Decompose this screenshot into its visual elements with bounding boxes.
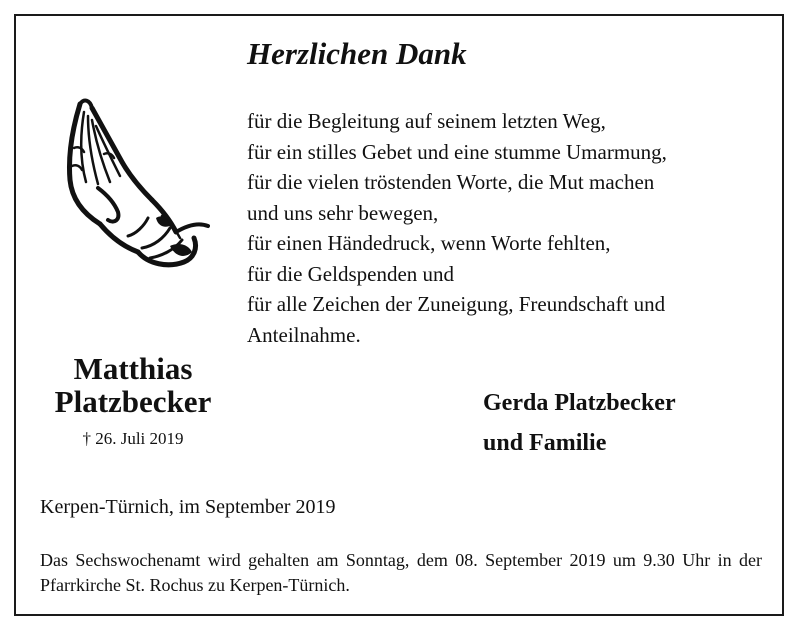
family-signature (483, 383, 676, 463)
thanks-line: für die Begleitung auf seinem letzten Weg, (247, 109, 606, 133)
deceased-first-name: Matthias (73, 351, 193, 386)
thanks-line: für ein stilles Gebet und eine stumme Umarmung, (247, 139, 667, 164)
heading: Herzlichen Dank (247, 36, 467, 71)
family-line-2: und Familie (483, 430, 607, 456)
deceased-name (30, 352, 236, 418)
place-date: Kerpen-Türnich, im September 2019 (40, 496, 336, 518)
thanks-line: für die Geldspenden und (247, 261, 455, 286)
thanks-line: und uns sehr bewegen, (247, 200, 439, 225)
thanks-text (247, 106, 667, 350)
thanks-line: für die vielen tröstenden Worte, die Mut machen (247, 170, 655, 194)
thanks-line: Anteilnahme. (247, 322, 361, 347)
family-line-1: Gerda Platzbecker (483, 390, 676, 416)
thanks-line: für alle Zeichen der Zuneigung, Freundschaft und (247, 292, 666, 316)
service-notice: Das Sechswochenamt wird gehalten am Sonntag, dem 08. September 2019 um 9.30 Uhr in der Pfarrkirche St. Rochus zu Kerpen-Türnich. (40, 550, 762, 595)
death-date: † 26. Juli 2019 (82, 429, 184, 448)
thanks-line: für einen Händedruck, wenn Worte fehlten, (247, 231, 611, 255)
praying-hands-icon (58, 96, 210, 274)
deceased-last-name: Platzbecker (54, 384, 212, 419)
